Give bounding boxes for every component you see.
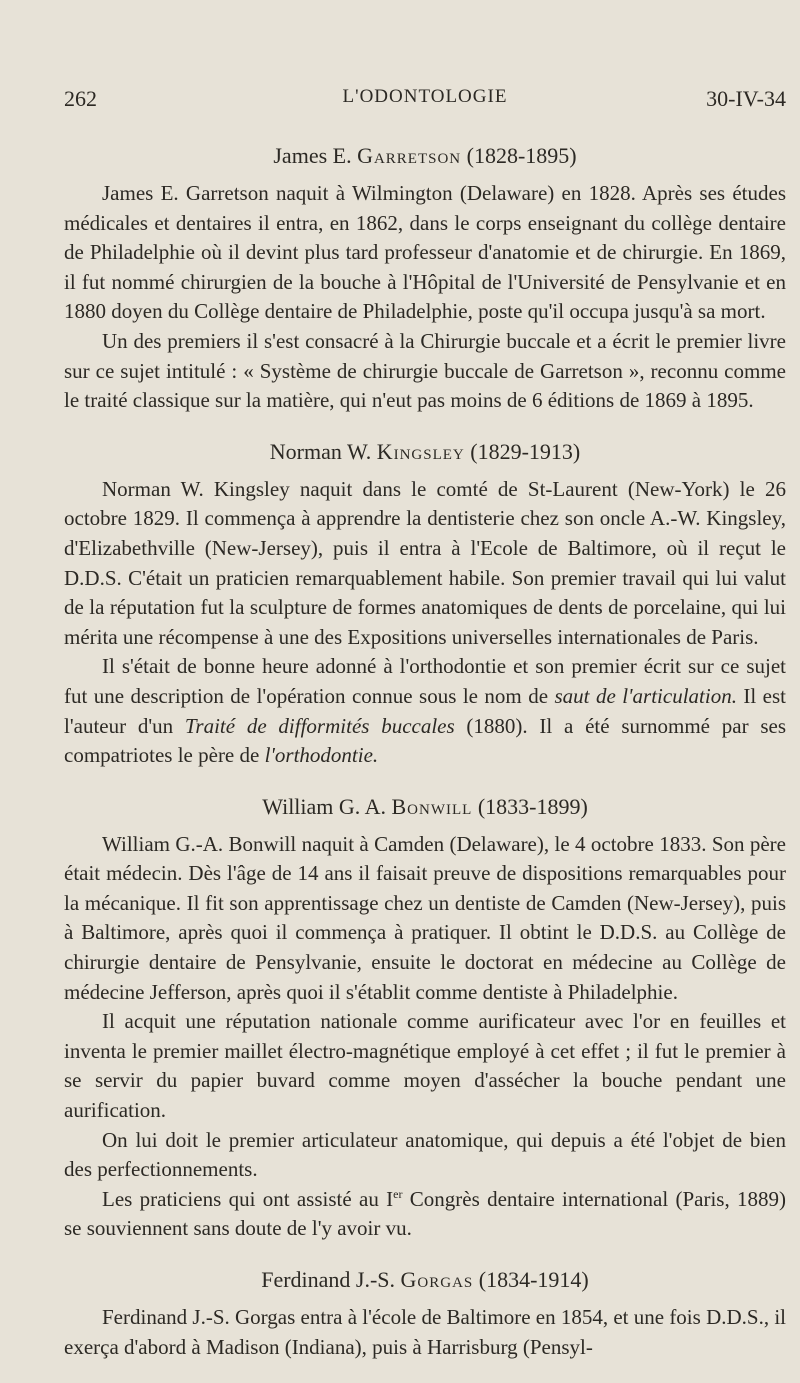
section-kingsley [64,436,786,771]
heading-name: William G. A. [262,793,386,819]
heading-name: Ferdinand J.-S. [261,1267,396,1292]
heading-years: (1829-1913) [470,438,581,464]
heading-surname: Kingsley [376,438,465,464]
paragraph-text: Il s'était de bonne heure adonné à l'orthodontie et son premier écrit sur ce sujet fut une description de l'opération connue sous le nom de [64,654,786,708]
paragraph: William G.-A. Bonwill naquit à Camden (Delaware), le 4 octobre 1833. Son père était médecin. Dès l'âge de 14 ans il faisait preuve de dispositions remarquables pour la mécanique. Il fit son apprentissage chez un dentiste de Camden (New-Jersey), puis à Baltimore, après quoi il commença à pratiquer. Il obtint le D.D.S. au Collège de chirurgie dentaire de Pensylvanie, ensuite le doctorat en médecine au Collège de médecine Jefferson, après quoi il s'établit comme dentiste à Philadelphie. [64,831,786,1004]
heading-surname: Garretson [357,143,462,168]
section-heading [64,140,786,171]
heading-surname: Gorgas [400,1267,474,1292]
paragraph-text: Les praticiens qui ont assisté au I [102,1186,394,1211]
paragraph: Il acquit une réputation nationale comme aurificateur avec l'or en feuilles et inventa le premier maillet électro-magnétique employé à cet effet ; il fut le premier à se servir du papier buvard comme moyen d'assécher la bouche pendant une aurification. [64,1009,786,1123]
section-heading [64,1264,786,1295]
article-body [64,140,786,1382]
section-garretson [64,140,786,416]
running-header [64,86,786,120]
paragraph-text: Il est l'auteur d'un [64,683,787,738]
italic-term: l'orthodontie. [264,743,379,768]
paragraph: James E. Garretson naquit à Wilmington (Delaware) en 1828. Après ses études médicales et dentaires il entra, en 1862, dans le corps enseignant du collège dentaire de Philadelphie où il devint plus tard professeur d'anatomie et de chirurgie. En 1869, il fut nommé chirurgien de la bouche à l'Hôpital de l'Université de Pensylvanie et en 1880 doyen du Collège dentaire de Philadelphie, poste qu'il occupa jusqu'à sa mort. [64,181,786,324]
superscript: er [393,1186,403,1201]
italic-book-title: Traité de difformités buccales [184,713,455,738]
paragraph [64,652,786,770]
page-number: 262 [64,86,97,111]
paragraph-text: Congrès dentaire international (Paris, 1889) se souviennent sans doute de l'y avoir vu. [64,1186,787,1241]
heading-name: James E. [273,143,352,168]
heading-years: (1834-1914) [478,1267,589,1292]
issue-date: 30-IV-34 [706,86,786,111]
journal-title: L'ODONTOLOGIE [342,86,508,107]
paragraph [64,1185,786,1244]
heading-surname: Bonwill [391,793,473,819]
paragraph: Norman W. Kingsley naquit dans le comté de St-Laurent (New-York) le 26 octobre 1829. Il commença à apprendre la dentisterie chez son oncle A.-W. Kingsley, d'Elizabethville (New-Jersey), puis il entra à l'Ecole de Baltimore, où il reçut le D.D.S. C'était un praticien remarquablement habile. Son premier travail qui lui valut de la réputation fut la sculpture de formes anatomiques de dents de porcelaine, qui lui mérita une récompense à une des Expositions universelles internationales de Paris. [64,476,786,649]
italic-term: saut de l'articulation. [554,683,737,708]
section-heading [64,791,786,822]
paragraph: Un des premiers il s'est consacré à la Chirurgie buccale et a écrit le premier livre sur ce sujet intitulé : « Système de chirurgie buccale de Garretson », reconnu comme le traité classique sur la matière, qui n'eut pas moins de 6 éditions de 1869 à 1895. [64,328,786,413]
paragraph-text: (1880). Il a été surnommé par ses compatriotes le père de [64,713,786,768]
section-bonwill [64,791,786,1244]
heading-years: (1833-1899) [477,793,588,819]
section-heading [64,436,786,467]
heading-years: (1828-1895) [466,143,577,168]
paragraph: Ferdinand J.-S. Gorgas entra à l'école de Baltimore en 1854, et une fois D.D.S., il exerça d'abord à Madison (Indiana), puis à Harrisburg (Pensyl- [64,1305,786,1359]
paragraph: On lui doit le premier articulateur anatomique, qui depuis a été l'objet de bien des perfectionnements. [64,1127,786,1182]
section-gorgas [64,1264,786,1362]
heading-name: Norman W. [269,438,372,464]
